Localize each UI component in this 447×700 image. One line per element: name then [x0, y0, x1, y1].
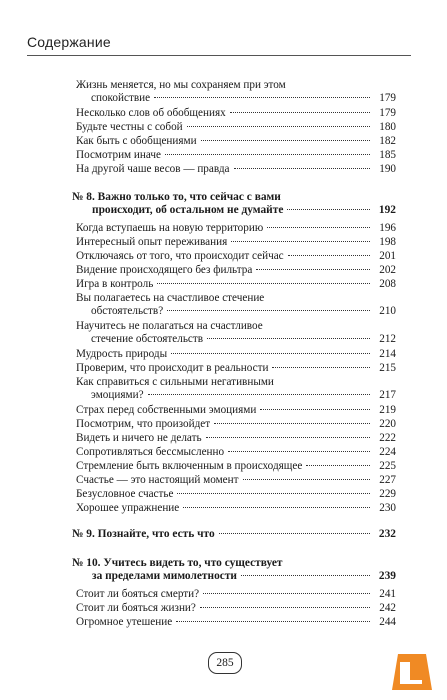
toc-entry-title-line1: Научитесь не полагаться на счастливое	[76, 320, 263, 332]
toc-entry-page: 212	[379, 333, 396, 346]
toc-entry-title: спокойствие	[91, 92, 151, 105]
publisher-logo-icon	[392, 654, 432, 690]
toc-entry-title: Стоит ли бояться жизни?	[76, 602, 196, 614]
toc-entry-page: 179	[379, 92, 396, 105]
toc-chapter-title-line1: № 8. Важно только то, что сейчас с вами	[72, 191, 281, 203]
toc-entry[interactable]	[76, 460, 396, 473]
toc-chapter-title: № 9. Познайте, что есть что	[72, 528, 215, 540]
toc-entry-page: 190	[379, 163, 396, 175]
toc-entry[interactable]	[76, 588, 396, 601]
toc-entry[interactable]	[76, 79, 396, 106]
leader-dots	[167, 310, 370, 311]
toc-entry[interactable]	[76, 488, 396, 501]
toc-entry-title: Посмотрим иначе	[76, 149, 162, 161]
leader-dots	[228, 451, 370, 452]
toc-entry[interactable]	[76, 446, 396, 459]
toc-entry-page: 242	[379, 602, 396, 614]
leader-dots	[183, 507, 370, 508]
toc-entry[interactable]	[76, 264, 396, 277]
toc-entry-title: Безусловное счастье	[76, 488, 174, 500]
toc-chapter-page: 232	[378, 528, 396, 540]
leader-dots	[177, 493, 370, 494]
toc-entry[interactable]	[76, 502, 396, 515]
toc-entry-title: Когда вступаешь на новую территорию	[76, 222, 264, 234]
leader-dots	[203, 593, 370, 594]
toc-entry-title: Стоит ли бояться смерти?	[76, 588, 200, 600]
toc-entry[interactable]	[76, 348, 396, 361]
leader-dots	[230, 112, 370, 113]
toc-entry[interactable]	[76, 320, 396, 347]
toc-entry-title: Посмотрим, что произойдет	[76, 418, 211, 430]
toc-chapter-title: за пределами мимолетности	[92, 570, 237, 583]
toc-entry-title: Игра в контроль	[76, 278, 154, 290]
leader-dots	[288, 255, 370, 256]
toc-entry-title: Несколько слов об обобщениях	[76, 107, 226, 119]
toc-entry-page: 210	[379, 305, 396, 318]
toc-entry-page: 201	[379, 250, 396, 262]
toc-entry-title-line1: Жизнь меняется, но мы сохраняем при этом	[76, 79, 286, 91]
toc-entry-page: 244	[379, 616, 396, 628]
leader-dots	[267, 227, 370, 228]
toc-entry[interactable]	[76, 404, 396, 417]
toc-entry-page: 220	[379, 418, 396, 430]
toc-entry-title-line1: Как справиться с сильными негативными	[76, 376, 274, 388]
toc-entry-title: Счастье — это настоящий момент	[76, 474, 239, 486]
leader-dots	[231, 241, 370, 242]
toc-entry-page: 182	[379, 135, 396, 147]
toc-entry-page: 224	[379, 446, 396, 458]
toc-chapter-title: происходит, об остальном не думайте	[92, 204, 284, 217]
leader-dots	[234, 168, 370, 169]
toc-entry-page: 179	[379, 107, 396, 119]
toc-entry-page: 215	[379, 362, 396, 374]
toc-entry-title: Отключаясь от того, что происходит сейчас	[76, 250, 284, 262]
toc-entry-title: Хорошее упражнение	[76, 502, 180, 514]
leader-dots	[206, 437, 370, 438]
toc-chapter[interactable]	[72, 191, 396, 218]
toc-entry-title: Мудрость природы	[76, 348, 168, 360]
toc-chapter[interactable]	[72, 557, 396, 584]
toc-entry-page: 222	[379, 432, 396, 444]
toc-entry[interactable]	[76, 616, 396, 629]
leader-dots	[207, 338, 370, 339]
toc-entry-title: Видеть и ничего не делать	[76, 432, 202, 444]
toc-entry[interactable]	[76, 149, 396, 162]
toc-entry-title: Огромное утешение	[76, 616, 173, 628]
toc-entry-page: 241	[379, 588, 396, 600]
toc-entry-page: 229	[379, 488, 396, 500]
toc-entry-title: эмоциями?	[91, 389, 144, 402]
toc-entry-title-line1: Вы полагаетесь на счастливое стечение	[76, 292, 265, 304]
leader-dots	[241, 575, 370, 576]
toc-entry-page: 185	[379, 149, 396, 161]
leader-dots	[187, 126, 370, 127]
toc-chapter-title-line1: № 10. Учитесь видеть то, что существует	[72, 557, 283, 569]
toc-entry-title: обстоятельств?	[91, 305, 164, 318]
toc-entry[interactable]	[76, 135, 396, 148]
leader-dots	[171, 353, 370, 354]
toc-entry[interactable]	[76, 222, 396, 235]
toc-entry-title: На другой чаше весов — правда	[76, 163, 230, 175]
leader-dots	[148, 394, 370, 395]
toc-entry[interactable]	[76, 163, 396, 176]
toc-entry[interactable]	[76, 121, 396, 134]
toc-entry-title: Будьте честны с собой	[76, 121, 183, 133]
leader-dots	[176, 621, 370, 622]
toc-entry[interactable]	[76, 362, 396, 375]
toc-chapter[interactable]	[72, 528, 396, 541]
leader-dots	[256, 269, 370, 270]
leader-dots	[154, 97, 370, 98]
toc-entry[interactable]	[76, 602, 396, 615]
toc-entry-page: 196	[379, 222, 396, 234]
toc-entry-title: Как быть с обобщениями	[76, 135, 197, 147]
leader-dots	[165, 154, 370, 155]
leader-dots	[200, 607, 370, 608]
toc-entry-title: Страх перед собственными эмоциями	[76, 404, 257, 416]
toc-entry-page: 208	[379, 278, 396, 290]
leader-dots	[306, 465, 370, 466]
leader-dots	[272, 367, 370, 368]
header-rule	[27, 55, 411, 56]
toc-chapter-page: 192	[378, 204, 396, 217]
toc-entry[interactable]	[76, 376, 396, 403]
toc-entry[interactable]	[76, 432, 396, 445]
toc-entry[interactable]	[76, 107, 396, 120]
toc-entry[interactable]	[76, 292, 396, 319]
toc-entry[interactable]	[76, 474, 396, 487]
toc-entry[interactable]	[76, 236, 396, 249]
toc-entry-title: Интересный опыт переживания	[76, 236, 228, 248]
leader-dots	[214, 423, 370, 424]
toc-entry[interactable]	[76, 250, 396, 263]
leader-dots	[219, 533, 370, 534]
toc-chapter-page: 239	[378, 570, 396, 583]
toc-entry-page: 214	[379, 348, 396, 360]
toc-entry-title: Проверим, что происходит в реальности	[76, 362, 269, 374]
running-header: Содержание	[27, 34, 111, 50]
toc-entry-page: 217	[379, 389, 396, 402]
page-number: 285	[208, 652, 242, 674]
toc-entry-title: Стремление быть включенным в происходящее	[76, 460, 303, 472]
toc-entry-title: Видение происходящего без фильтра	[76, 264, 253, 276]
leader-dots	[243, 479, 371, 480]
toc-entry-page: 225	[379, 460, 396, 472]
toc-entry-title: Сопротивляться бессмысленно	[76, 446, 225, 458]
toc-entry[interactable]	[76, 278, 396, 291]
toc-entry-page: 198	[379, 236, 396, 248]
leader-dots	[157, 283, 370, 284]
toc-entry-title: стечение обстоятельств	[91, 333, 204, 346]
toc-entry[interactable]	[76, 418, 396, 431]
leader-dots	[260, 409, 370, 410]
toc-entry-page: 219	[379, 404, 396, 416]
toc-entry-page: 227	[379, 474, 396, 486]
leader-dots	[201, 140, 370, 141]
leader-dots	[287, 209, 370, 210]
toc-entry-page: 180	[379, 121, 396, 133]
toc-entry-page: 230	[379, 502, 396, 514]
toc-entry-page: 202	[379, 264, 396, 276]
